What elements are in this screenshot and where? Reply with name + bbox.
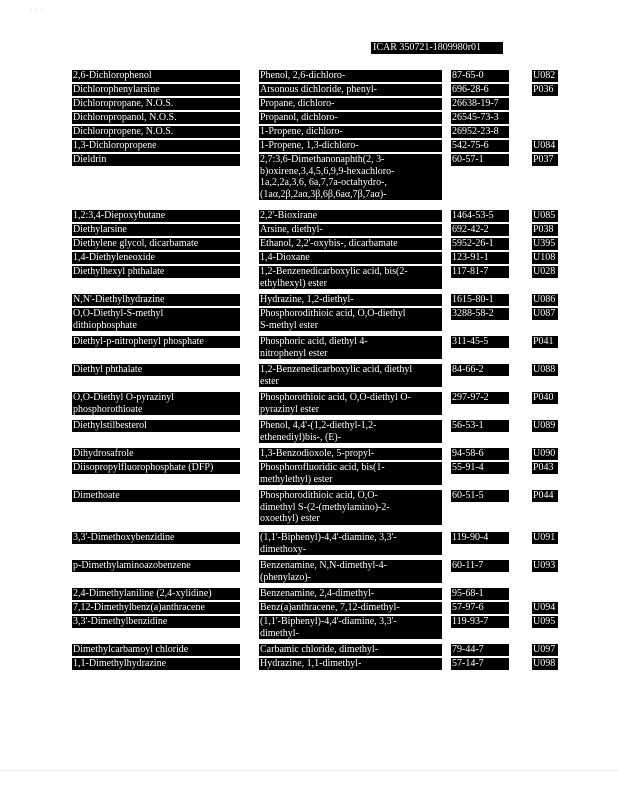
cas-number: 26638-19-7: [451, 98, 509, 110]
waste-code: U395: [532, 238, 558, 250]
chemical-synonym: 1,2-Benzenedicarboxylic acid, diethyl ester: [259, 364, 442, 387]
chemical-synonym: Phosphorothioic acid, O,O-diethyl O- pyrazinyl ester: [259, 392, 442, 415]
chemical-synonym: Hydrazine, 1,2-diethyl-: [259, 294, 442, 306]
cas-number: 117-81-7: [451, 266, 509, 278]
chemical-synonym: Carbamic chloride, dimethyl-: [259, 644, 442, 656]
chemical-synonym: 1-Propene, 1,3-dichloro-: [259, 140, 442, 152]
scan-specks: · · ˙: [30, 6, 42, 15]
chemical-name: Dichloropropanol, N.O.S.: [72, 112, 240, 124]
chemical-synonym: (1,1'-Biphenyl)-4,4'-diamine, 3,3'- dimethoxy-: [259, 532, 442, 555]
chemical-name: O,O-Diethyl O-pyrazinyl phosphorothioate: [72, 392, 240, 415]
cas-number: 542-75-6: [451, 140, 509, 152]
chemical-synonym: (1,1'-Biphenyl)-4,4'-diamine, 3,3'- dimethyl-: [259, 616, 442, 639]
cas-number: 26545-73-3: [451, 112, 509, 124]
waste-code: P044: [532, 490, 558, 502]
chemical-synonym: Phosphorofluoridic acid, bis(1- methylethyl) ester: [259, 462, 442, 485]
chemical-name: N,N'-Diethylhydrazine: [72, 294, 240, 306]
chemical-synonym: Phosphorodithioic acid, O,O-diethyl S-methyl ester: [259, 308, 442, 331]
chemical-synonym: Ethanol, 2,2'-oxybis-, dicarbamate: [259, 238, 442, 250]
chemical-name: Diisopropylfluorophosphate (DFP): [72, 462, 240, 474]
waste-code: U085: [532, 210, 558, 222]
chemical-synonym: Benzenamine, N,N-dimethyl-4- (phenylazo)-: [259, 560, 442, 583]
cas-number: 87-65-0: [451, 70, 509, 82]
chemical-synonym: 1,2-Benzenedicarboxylic acid, bis(2- ethylhexyl) ester: [259, 266, 442, 289]
chemical-name: Diethylhexyl phthalate: [72, 266, 240, 278]
chemical-synonym: 1-Propene, dichloro-: [259, 126, 442, 138]
chemical-name: 2,6-Dichlorophenol: [72, 70, 240, 82]
cas-number: 26952-23-8: [451, 126, 509, 138]
cas-number: 696-28-6: [451, 84, 509, 96]
cas-number: 311-45-5: [451, 336, 509, 348]
cas-number: 1464-53-5: [451, 210, 509, 222]
waste-code: P038: [532, 224, 558, 236]
cas-number: 94-58-6: [451, 448, 509, 460]
waste-code: U086: [532, 294, 558, 306]
waste-code: P036: [532, 84, 558, 96]
chemical-name: 7,12-Dimethylbenz(a)anthracene: [72, 602, 240, 614]
cas-number: 79-44-7: [451, 644, 509, 656]
cas-number: 95-68-1: [451, 588, 509, 600]
chemical-name: 1,1-Dimethylhydrazine: [72, 658, 240, 670]
cas-number: 3288-58-2: [451, 308, 509, 320]
chemical-synonym: Propane, dichloro-: [259, 98, 442, 110]
chemical-name: Dimethylcarbamoyl chloride: [72, 644, 240, 656]
cas-number: 60-11-7: [451, 560, 509, 572]
waste-code: U108: [532, 252, 558, 264]
chemical-name: Dichloropropene, N.O.S.: [72, 126, 240, 138]
waste-code: P041: [532, 336, 558, 348]
chemical-synonym: Benzenamine, 2,4-dimethyl-: [259, 588, 442, 600]
cas-number: 119-93-7: [451, 616, 509, 628]
chemical-name: 3,3'-Dimethylbenzidine: [72, 616, 240, 628]
cas-number: 5952-26-1: [451, 238, 509, 250]
waste-code: U028: [532, 266, 558, 278]
chemical-name: Dieldrin: [72, 154, 240, 166]
waste-code: U088: [532, 364, 558, 376]
waste-code: U093: [532, 560, 558, 572]
cas-number: 57-97-6: [451, 602, 509, 614]
chemical-name: Dihydrosafrole: [72, 448, 240, 460]
chemical-synonym: Phenol, 4,4'-(1,2-diethyl-1,2- ethenediyl)bis-, (E)-: [259, 420, 442, 443]
chemical-name: 3,3'-Dimethoxybenzidine: [72, 532, 240, 544]
waste-code: U089: [532, 420, 558, 432]
chemical-synonym: Arsonous dichloride, phenyl-: [259, 84, 442, 96]
chemical-name: Diethylstilbesterol: [72, 420, 240, 432]
cas-number: 55-91-4: [451, 462, 509, 474]
chemical-synonym: Phosphoric acid, diethyl 4- nitrophenyl ester: [259, 336, 442, 359]
chemical-name: Dimethoate: [72, 490, 240, 502]
cas-number: 60-51-5: [451, 490, 509, 502]
chemical-synonym: 1,4-Dioxane: [259, 252, 442, 264]
chemical-synonym: Phenol, 2,6-dichloro-: [259, 70, 442, 82]
waste-code: U082: [532, 70, 558, 82]
waste-code: U084: [532, 140, 558, 152]
cas-number: 1615-80-1: [451, 294, 509, 306]
waste-code: U087: [532, 308, 558, 320]
cas-number: 123-91-1: [451, 252, 509, 264]
waste-code: U095: [532, 616, 558, 628]
chemical-name: 1,3-Dichloropropene: [72, 140, 240, 152]
chemical-name: p-Dimethylaminoazobenzene: [72, 560, 240, 572]
cas-number: 60-57-1: [451, 154, 509, 166]
waste-code: U098: [532, 658, 558, 670]
chemical-name: Dichloropropane, N.O.S.: [72, 98, 240, 110]
chemical-synonym: Hydrazine, 1,1-dimethyl-: [259, 658, 442, 670]
cas-number: 84-66-2: [451, 364, 509, 376]
chemical-name: 1,2:3,4-Diepoxybutane: [72, 210, 240, 222]
document-id-header: ICAR 350721-1809980r01: [371, 42, 503, 54]
waste-code: P037: [532, 154, 558, 166]
waste-code: U091: [532, 532, 558, 544]
chemical-name: Diethylene glycol, dicarbamate: [72, 238, 240, 250]
chemical-name: 1,4-Diethyleneoxide: [72, 252, 240, 264]
waste-code: P043: [532, 462, 558, 474]
cas-number: 297-97-2: [451, 392, 509, 404]
chemical-name: Diethyl-p-nitrophenyl phosphate: [72, 336, 240, 348]
chemical-synonym: 1,3-Benzodioxole, 5-propyl-: [259, 448, 442, 460]
cas-number: 57-14-7: [451, 658, 509, 670]
chemical-synonym: Benz(a)anthracene, 7,12-dimethyl-: [259, 602, 442, 614]
cas-number: 692-42-2: [451, 224, 509, 236]
page-bottom-rule: [0, 770, 618, 771]
waste-code: U097: [532, 644, 558, 656]
chemical-synonym: Phosphorodithioic acid, O,O- dimethyl S-(2-(methylamino)-2- oxoethyl) ester: [259, 490, 442, 525]
chemical-synonym: 2,7:3,6-Dimethanonaphth(2, 3- b)oxirene,3,4,5,6,9,9-hexachloro- 1a,2,2a,3,6, 6a,7,7a-octahydro-, (1aα,2β,2aα,3β,6β,6aα,7β,7aα)-: [259, 154, 442, 200]
chemical-synonym: 2,2'-Bioxirane: [259, 210, 442, 222]
waste-code: U094: [532, 602, 558, 614]
chemical-name: O,O-Diethyl-S-methyl dithiophosphate: [72, 308, 240, 331]
cas-number: 119-90-4: [451, 532, 509, 544]
chemical-synonym: Propanol, dichloro-: [259, 112, 442, 124]
chemical-name: 2,4-Dimethylaniline (2,4-xylidine): [72, 588, 240, 600]
chemical-name: Dichlorophenylarsine: [72, 84, 240, 96]
cas-number: 56-53-1: [451, 420, 509, 432]
chemical-synonym: Arsine, diethyl-: [259, 224, 442, 236]
chemical-name: Diethylarsine: [72, 224, 240, 236]
waste-code: U090: [532, 448, 558, 460]
waste-code: P040: [532, 392, 558, 404]
chemical-name: Diethyl phthalate: [72, 364, 240, 376]
